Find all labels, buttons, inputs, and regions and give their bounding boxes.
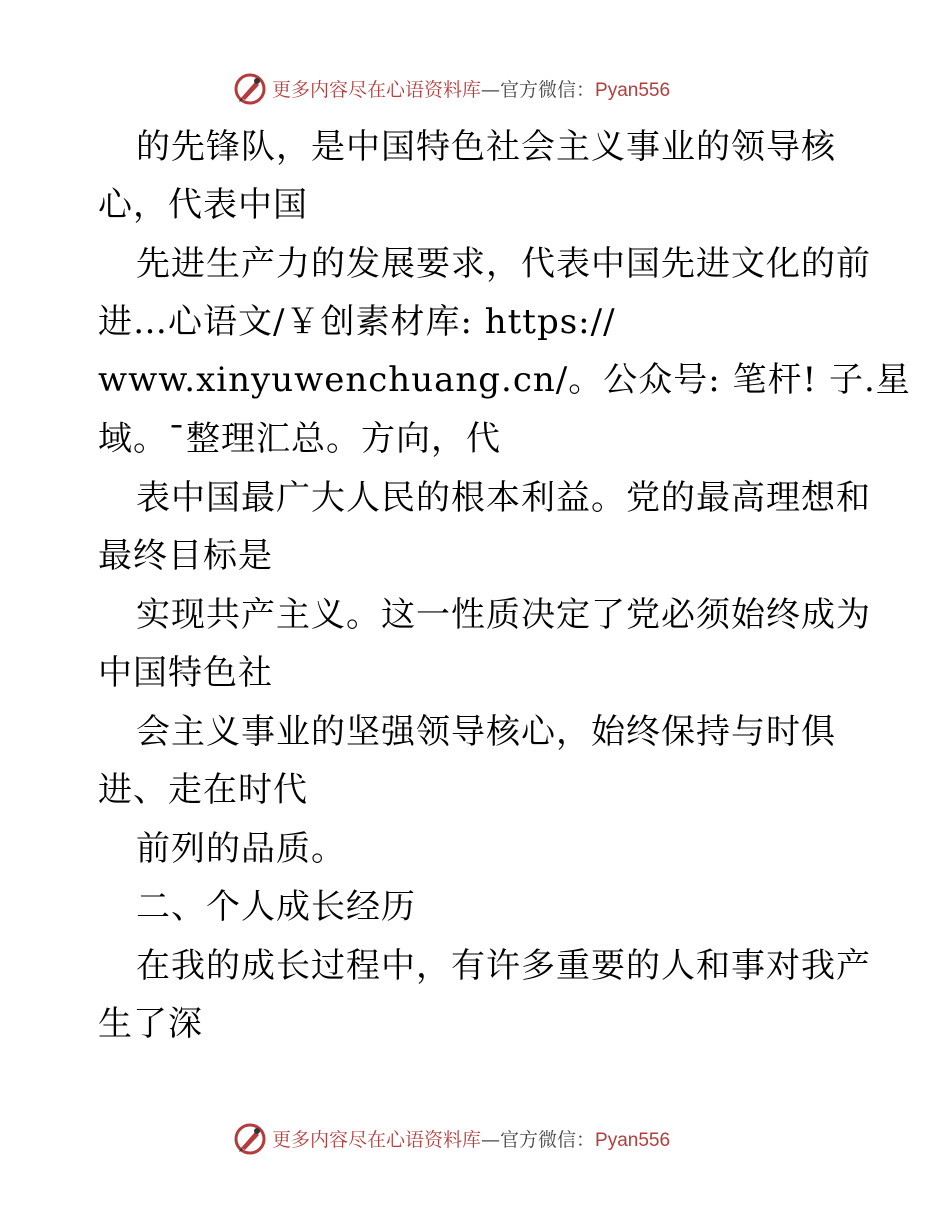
paragraph-line: 先进生产力的发展要求，代表中国先进文化的前 <box>136 244 871 284</box>
paragraph-line: 进、走在时代 <box>98 770 308 810</box>
header-promo: 更多内容尽在心语资料库 <box>272 79 482 101</box>
paragraph-line: 中国特色社 <box>98 653 273 693</box>
paragraph-line: 在我的成长过程中，有许多重要的人和事对我产 <box>136 946 871 986</box>
paragraph-line: 表中国最广大人民的根本利益。党的最高理想和 <box>136 478 871 518</box>
paragraph-line: 最终目标是 <box>98 536 273 576</box>
paragraph-line: 域。¯整理汇总。方向，代 <box>98 419 501 459</box>
header-account: Pyan556 <box>595 80 671 101</box>
footer-promo-text <box>272 1126 670 1155</box>
paragraph-line: 前列的品质。 <box>136 829 346 869</box>
footer-separator: —官方微信： <box>481 1129 596 1151</box>
paragraph-line: 进…心语文/￥创素材库: https:// <box>98 302 616 342</box>
footer-banner <box>0 1120 950 1160</box>
paragraph-line: 心，代表中国 <box>98 185 308 225</box>
paragraph-line: 生了深 <box>98 1004 203 1044</box>
paragraph-line: 会主义事业的坚强领导核心，始终保持与时俱 <box>136 712 836 752</box>
pen-logo-icon <box>233 72 267 106</box>
header-banner <box>0 70 950 110</box>
pen-logo-icon <box>233 1122 267 1156</box>
paragraph-line: www.xinyuwenchuang.cn/。公众号: 笔杆! 子.星 <box>98 360 911 400</box>
section-heading: 二、个人成长经历 <box>136 887 416 927</box>
paragraph-line: 的先锋队，是中国特色社会主义事业的领导核 <box>136 127 836 167</box>
header-promo-text <box>272 76 670 105</box>
paragraph-line: 实现共产主义。这一性质决定了党必须始终成为 <box>136 595 871 635</box>
header-separator: —官方微信： <box>481 79 596 101</box>
footer-promo: 更多内容尽在心语资料库 <box>272 1129 482 1151</box>
footer-account: Pyan556 <box>595 1130 671 1151</box>
